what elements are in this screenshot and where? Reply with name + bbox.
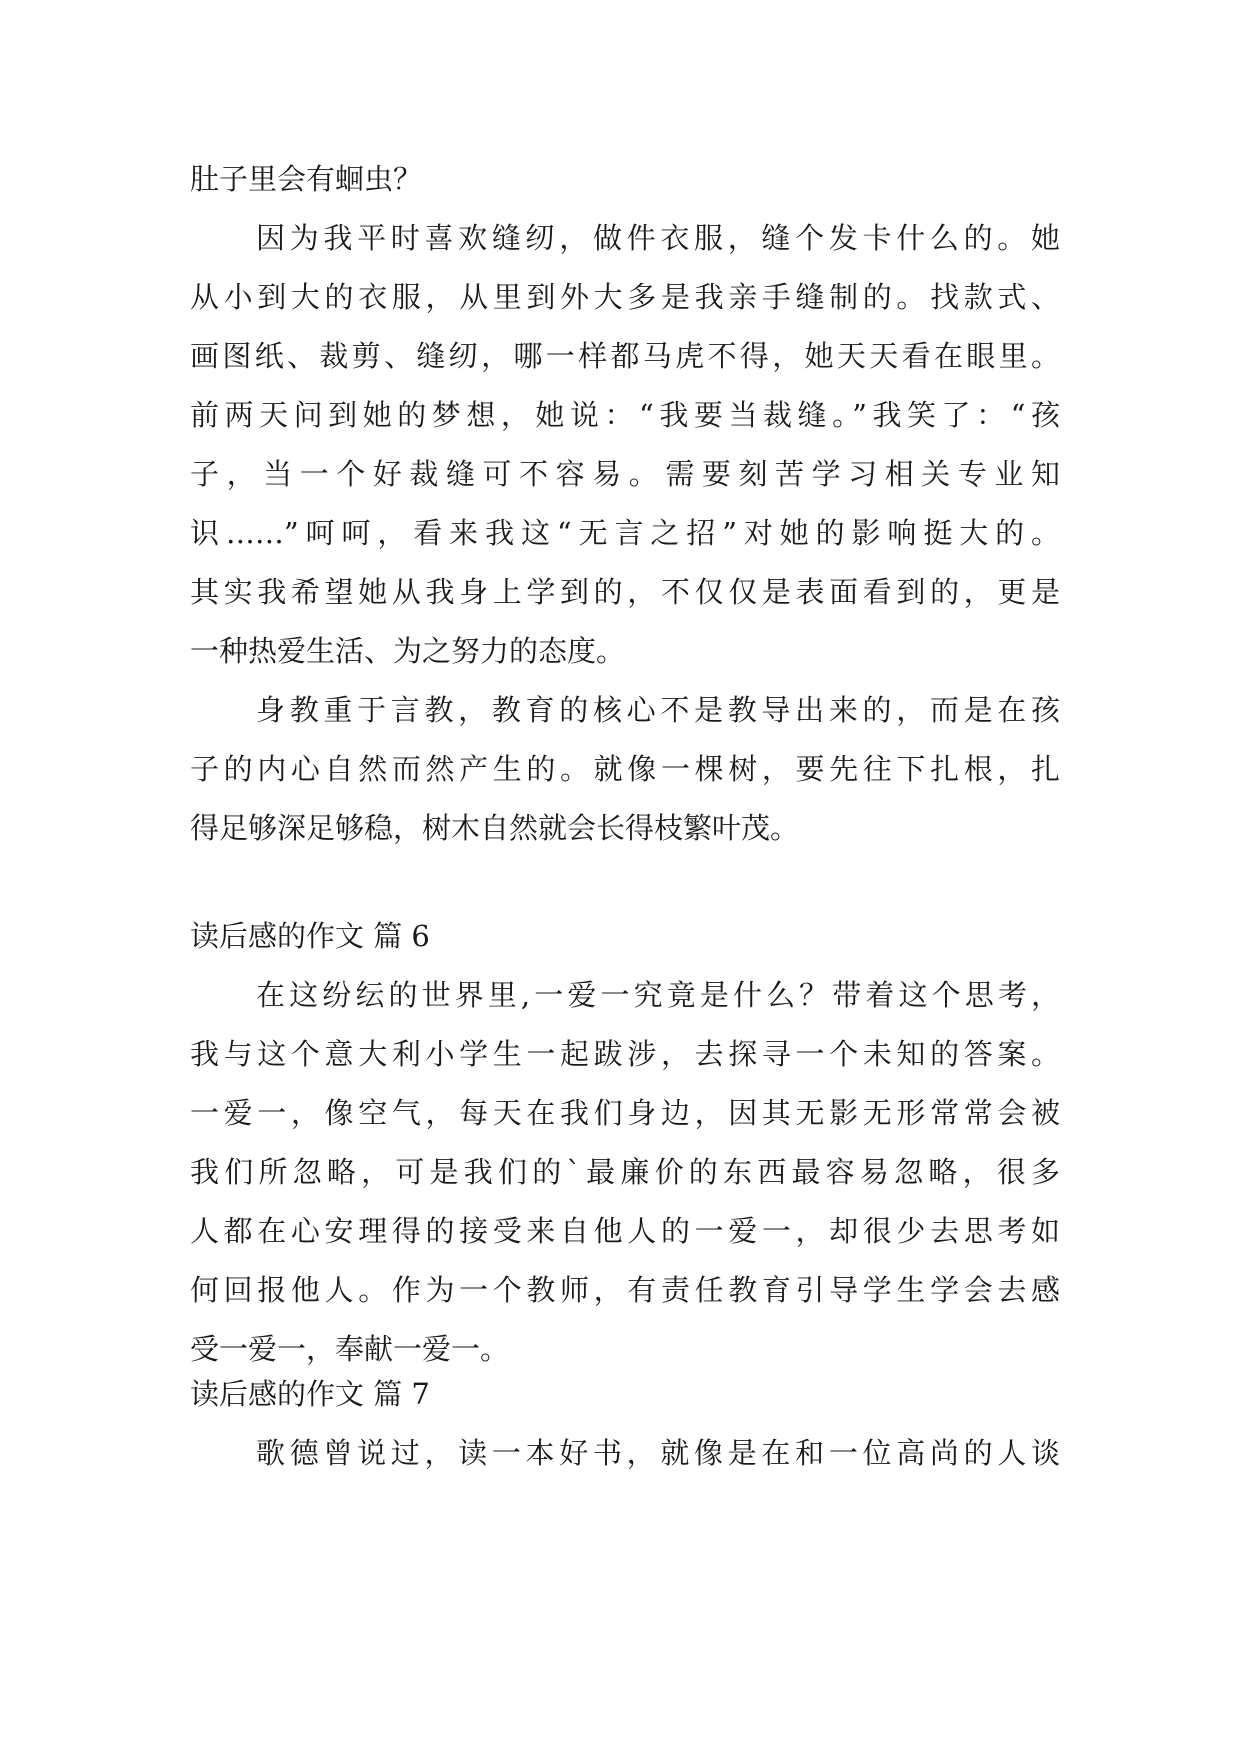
section-heading: 读后感的作文 篇 6 (190, 919, 430, 953)
paragraph-line: 因为我平时喜欢缝纫，做件衣服，缝个发卡什么的。她 (256, 221, 1060, 255)
paragraph-line: 画图纸、裁剪、缝纫，哪一样都马虎不得，她天天看在眼里。 (190, 339, 1060, 373)
paragraph-line: 我们所忽略，可是我们的`最廉价的东西最容易忽略，很多 (190, 1155, 1060, 1189)
paragraph-line: 歌德曾说过，读一本好书，就像是在和一位高尚的人谈 (256, 1436, 1060, 1470)
paragraph-line: 一种热爱生活、为之努力的态度。 (190, 634, 626, 668)
paragraph-line: 身教重于言教，教育的核心不是教导出来的，而是在孩 (256, 693, 1060, 727)
paragraph-line: 前两天问到她的梦想，她说：“我要当裁缝。”我笑了：“孩 (190, 398, 1060, 432)
paragraph-sewing (190, 209, 1060, 681)
paragraph-education (190, 681, 1060, 858)
paragraph-line: 何回报他人。作为一个教师，有责任教育引导学生学会去感 (190, 1273, 1060, 1307)
paragraph-line: 其实我希望她从我身上学到的，不仅仅是表面看到的，更是 (190, 575, 1060, 609)
paragraph-line: 子的内心自然而然产生的。就像一棵树，要先往下扎根，扎 (190, 752, 1060, 786)
paragraph-continuation (190, 150, 1060, 209)
paragraph-line: 一爱一，像空气，每天在我们身边，因其无影无形常常会被 (190, 1096, 1060, 1130)
paragraph-line: 受一爱一，奉献一爱一。 (190, 1332, 510, 1366)
paragraph-line: 人都在心安理得的接受来自他人的一爱一，却很少去思考如 (190, 1214, 1060, 1248)
paragraph-line: 子，当一个好裁缝可不容易。需要刻苦学习相关专业知 (190, 457, 1060, 491)
paragraph-line: 从小到大的衣服，从里到外大多是我亲手缝制的。找款式、 (190, 280, 1060, 314)
section-heading-6 (190, 907, 1060, 966)
paragraph-line: 在这纷纭的世界里,一爱一究竟是什么？带着这个思考， (256, 978, 1060, 1012)
paragraph-goethe (190, 1424, 1060, 1483)
paragraph-line: 肚子里会有蛔虫？ (190, 162, 423, 196)
paragraph-line: 得足够深足够稳，树木自然就会长得枝繁叶茂。 (190, 811, 800, 845)
section-heading: 读后感的作文 篇 7 (190, 1377, 430, 1411)
paragraph-line: 我与这个意大利小学生一起跋涉，去探寻一个未知的答案。 (190, 1037, 1060, 1071)
paragraph-line: 识……”呵呵，看来我这“无言之招”对她的影响挺大的。 (190, 516, 1060, 550)
section-heading-7 (190, 1365, 1060, 1424)
paragraph-love (190, 966, 1060, 1379)
